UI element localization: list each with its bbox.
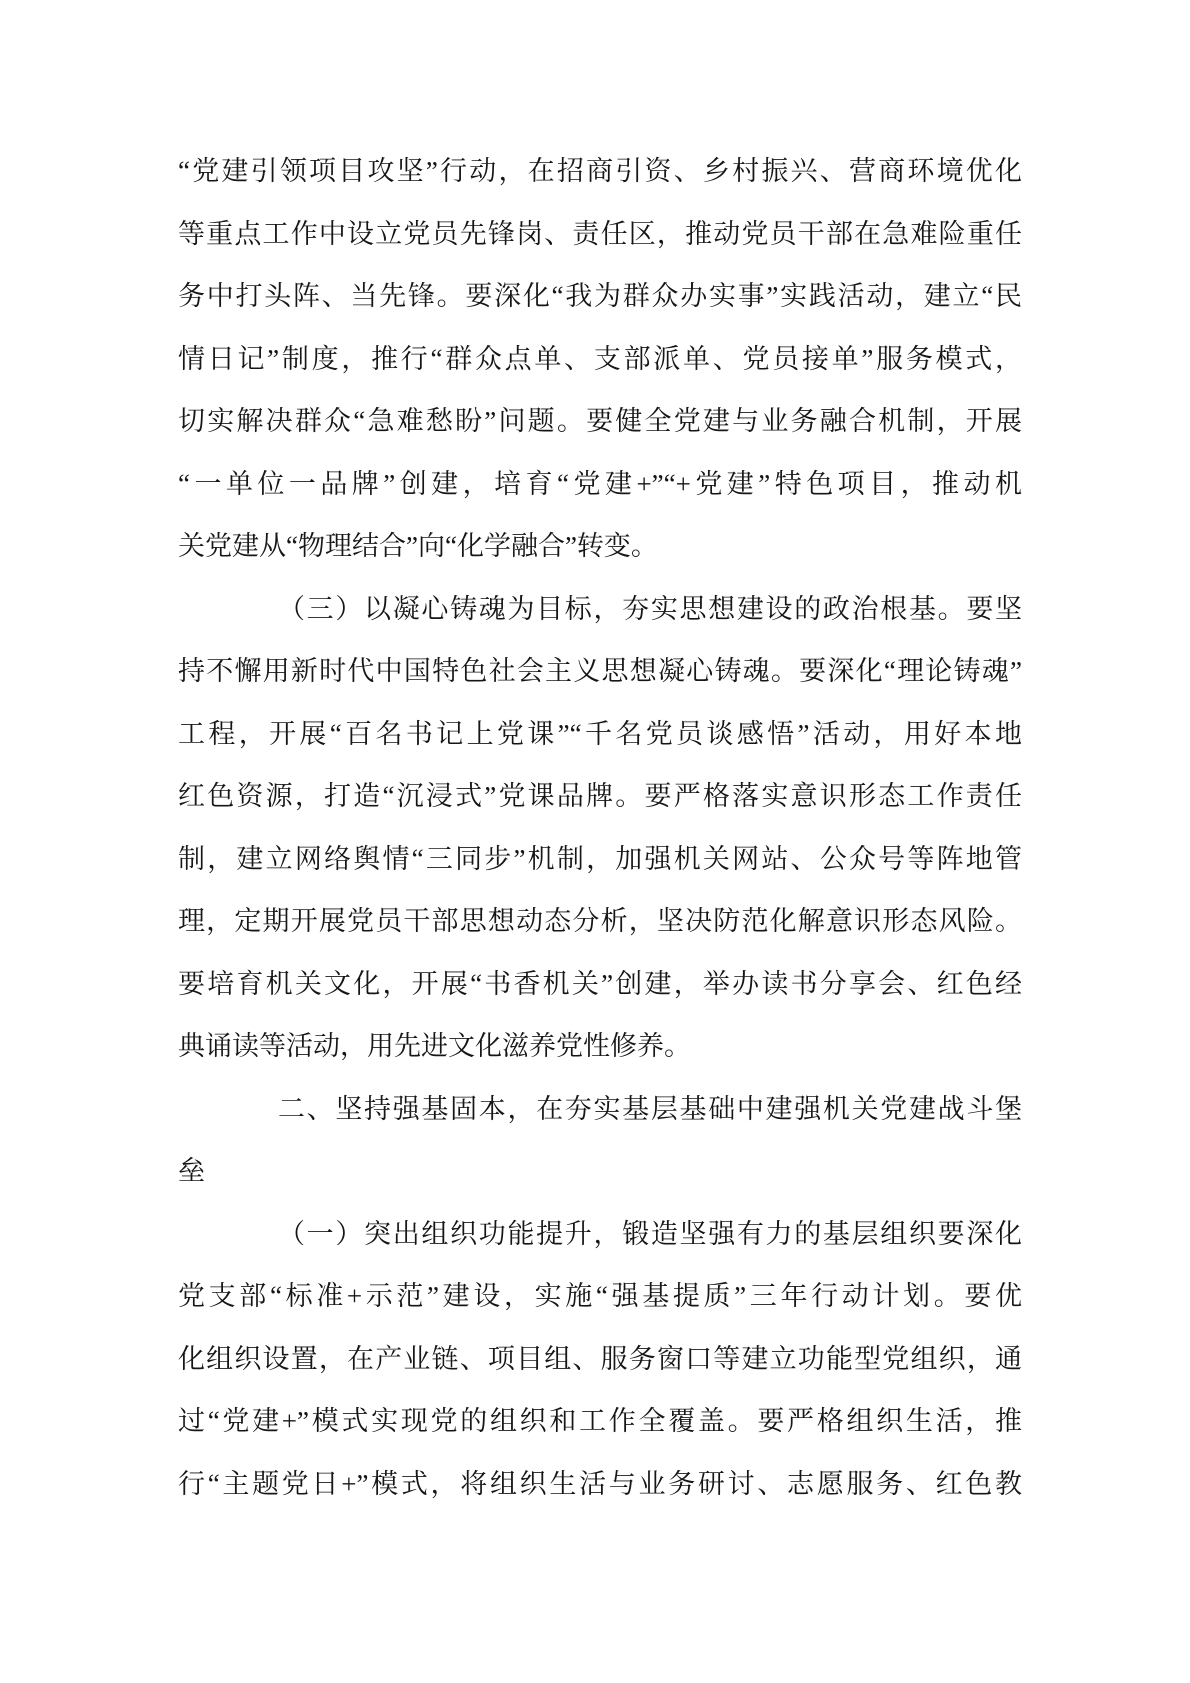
text-line: 务中打头阵、当先锋。要深化“我为群众办实事”实践活动，建立“民	[178, 281, 1022, 311]
text-line: 情日记”制度，推行“群众点单、支部派单、党员接单”服务模式，	[178, 343, 1022, 374]
text-line: “一单位一品牌”创建，培育“党建+”“+党建”特色项目，推动机	[178, 468, 1022, 499]
text-line: 切实解决群众“急难愁盼”问题。要健全党建与业务融合机制，开展	[178, 406, 1022, 436]
text-line: （一）突出组织功能提升，锻造坚强有力的基层组织要深化	[278, 1218, 1022, 1249]
document-body	[178, 140, 1022, 1515]
text-line: 等重点工作中设立党员先锋岗、责任区，推动党员干部在急难险重任	[178, 218, 1022, 249]
text-line: （三）以凝心铸魂为目标，夯实思想建设的政治根基。要坚	[278, 593, 1022, 624]
text-line: 制，建立网络舆情“三同步”机制，加强机关网站、公众号等阵地管	[178, 843, 1022, 874]
text-line: 二、坚持强基固本，在夯实基层基础中建强机关党建战斗堡	[278, 1093, 1022, 1124]
text-line: 党支部“标准+示范”建设，实施“强基提质”三年行动计划。要优	[178, 1281, 1022, 1311]
text-line: 工程，开展“百名书记上党课”“千名党员谈感悟”活动，用好本地	[178, 718, 1022, 749]
text-line: 典诵读等活动，用先进文化滋养党性修养。	[178, 1031, 691, 1061]
text-line: 理，定期开展党员干部思想动态分析，坚决防范化解意识形态风险。	[178, 906, 1022, 936]
text-line: 要培育机关文化，开展“书香机关”创建，举办读书分享会、红色经	[178, 968, 1022, 999]
text-line: 关党建从“物理结合”向“化学融合”转变。	[178, 531, 658, 561]
text-line: 红色资源，打造“沉浸式”党课品牌。要严格落实意识形态工作责任	[178, 781, 1022, 811]
text-line: “党建引领项目攻坚”行动，在招商引资、乡村振兴、营商环境优化	[178, 156, 1022, 186]
text-line: 行“主题党日+”模式，将组织生活与业务研讨、志愿服务、红色教	[178, 1468, 1022, 1499]
text-line: 化组织设置，在产业链、项目组、服务窗口等建立功能型党组织，通	[178, 1343, 1022, 1374]
text-line: 垒	[178, 1156, 205, 1186]
text-line: 持不懈用新时代中国特色社会主义思想凝心铸魂。要深化“理论铸魂”	[178, 656, 1022, 686]
text-line: 过“党建+”模式实现党的组织和工作全覆盖。要严格组织生活，推	[178, 1406, 1022, 1436]
